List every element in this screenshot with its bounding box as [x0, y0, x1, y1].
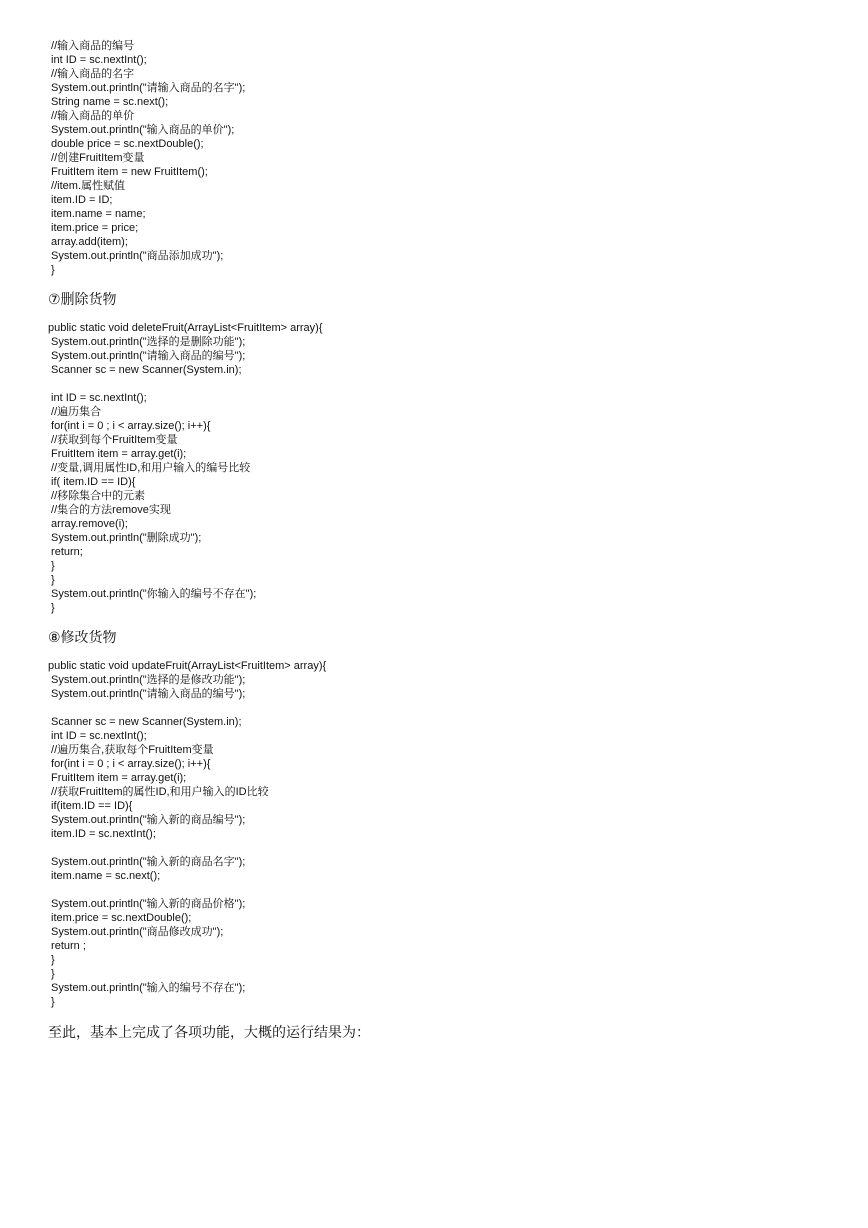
code-line: System.out.println("商品修改成功"); — [48, 926, 224, 938]
code-line — [48, 701, 326, 715]
code-line: Scanner sc = new Scanner(System.in); — [48, 364, 242, 376]
code-line: public static void deleteFruit(ArrayList<FruitItem> array){ — [48, 322, 323, 334]
code-line: item.price = price; — [48, 222, 139, 234]
code-line: //创建FruitItem变量 — [48, 152, 145, 164]
code-line: int ID = sc.nextInt(); — [48, 730, 147, 742]
code-line: //变量,调用属性ID,和用户输入的编号比较 — [48, 462, 251, 474]
code-line: item.name = name; — [48, 208, 146, 220]
code-line: //输入商品的名字 — [48, 68, 135, 80]
code-block-add-fruit — [48, 39, 245, 277]
code-line: item.ID = sc.nextInt(); — [48, 828, 156, 840]
code-line: } — [48, 264, 55, 276]
code-line: System.out.println("输入商品的单价"); — [48, 124, 235, 136]
code-line: } — [48, 954, 55, 966]
code-line: double price = sc.nextDouble(); — [48, 138, 204, 150]
code-line: String name = sc.next(); — [48, 96, 169, 108]
code-line: //遍历集合 — [48, 406, 102, 418]
code-line — [48, 841, 326, 855]
code-line: return; — [48, 546, 83, 558]
code-line: System.out.println("请输入商品的编号"); — [48, 350, 246, 362]
code-line: } — [48, 968, 55, 980]
code-line: System.out.println("商品添加成功"); — [48, 250, 224, 262]
code-line: System.out.println("输入新的商品价格"); — [48, 898, 246, 910]
code-line: //item.属性赋值 — [48, 180, 126, 192]
code-line: array.add(item); — [48, 236, 128, 248]
code-line: System.out.println("选择的是删除功能"); — [48, 336, 246, 348]
code-line: item.price = sc.nextDouble(); — [48, 912, 192, 924]
code-line: //遍历集合,获取每个FruitItem变量 — [48, 744, 214, 756]
code-line: for(int i = 0 ; i < array.size(); i++){ — [48, 758, 211, 770]
code-line: return ; — [48, 940, 86, 952]
code-line: } — [48, 560, 55, 572]
code-line: item.name = sc.next(); — [48, 870, 161, 882]
code-line: item.ID = ID; — [48, 194, 113, 206]
code-line: System.out.println("输入新的商品名字"); — [48, 856, 246, 868]
conclusion-paragraph: 至此，基本上完成了各项功能，大概的运行结果为： — [48, 1024, 370, 1040]
code-line: int ID = sc.nextInt(); — [48, 54, 147, 66]
code-line: //集合的方法remove实现 — [48, 504, 171, 516]
code-line: System.out.println("请输入商品的编号"); — [48, 688, 246, 700]
code-line: FruitItem item = array.get(i); — [48, 772, 187, 784]
code-line: System.out.println("你输入的编号不存在"); — [48, 588, 257, 600]
code-line: FruitItem item = new FruitItem(); — [48, 166, 208, 178]
code-line: System.out.println("选择的是修改功能"); — [48, 674, 246, 686]
code-line: System.out.println("删除成功"); — [48, 532, 202, 544]
section-heading-update: ⑧修改货物 — [48, 629, 117, 645]
code-line: FruitItem item = array.get(i); — [48, 448, 187, 460]
code-line: array.remove(i); — [48, 518, 128, 530]
code-line: int ID = sc.nextInt(); — [48, 392, 147, 404]
code-line: Scanner sc = new Scanner(System.in); — [48, 716, 242, 728]
code-line: if( item.ID == ID){ — [48, 476, 136, 488]
code-line: //获取FruitItem的属性ID,和用户输入的ID比较 — [48, 786, 269, 798]
code-line — [48, 883, 326, 897]
code-line: } — [48, 574, 55, 586]
code-line: } — [48, 602, 55, 614]
code-line: for(int i = 0 ; i < array.size(); i++){ — [48, 420, 211, 432]
code-line: System.out.println("请输入商品的名字"); — [48, 82, 246, 94]
code-line: System.out.println("输入新的商品编号"); — [48, 814, 246, 826]
code-line: //输入商品的编号 — [48, 40, 135, 52]
code-line: } — [48, 996, 55, 1008]
code-line — [48, 377, 323, 391]
code-line: public static void updateFruit(ArrayList<FruitItem> array){ — [48, 660, 327, 672]
code-line: if(item.ID == ID){ — [48, 800, 133, 812]
code-block-update-fruit — [48, 659, 326, 1009]
code-line: //获取到每个FruitItem变量 — [48, 434, 178, 446]
section-heading-delete: ⑦删除货物 — [48, 291, 117, 307]
code-line: //输入商品的单价 — [48, 110, 135, 122]
code-block-delete-fruit — [48, 321, 323, 615]
code-line: //移除集合中的元素 — [48, 490, 146, 502]
code-line: System.out.println("输入的编号不存在"); — [48, 982, 246, 994]
